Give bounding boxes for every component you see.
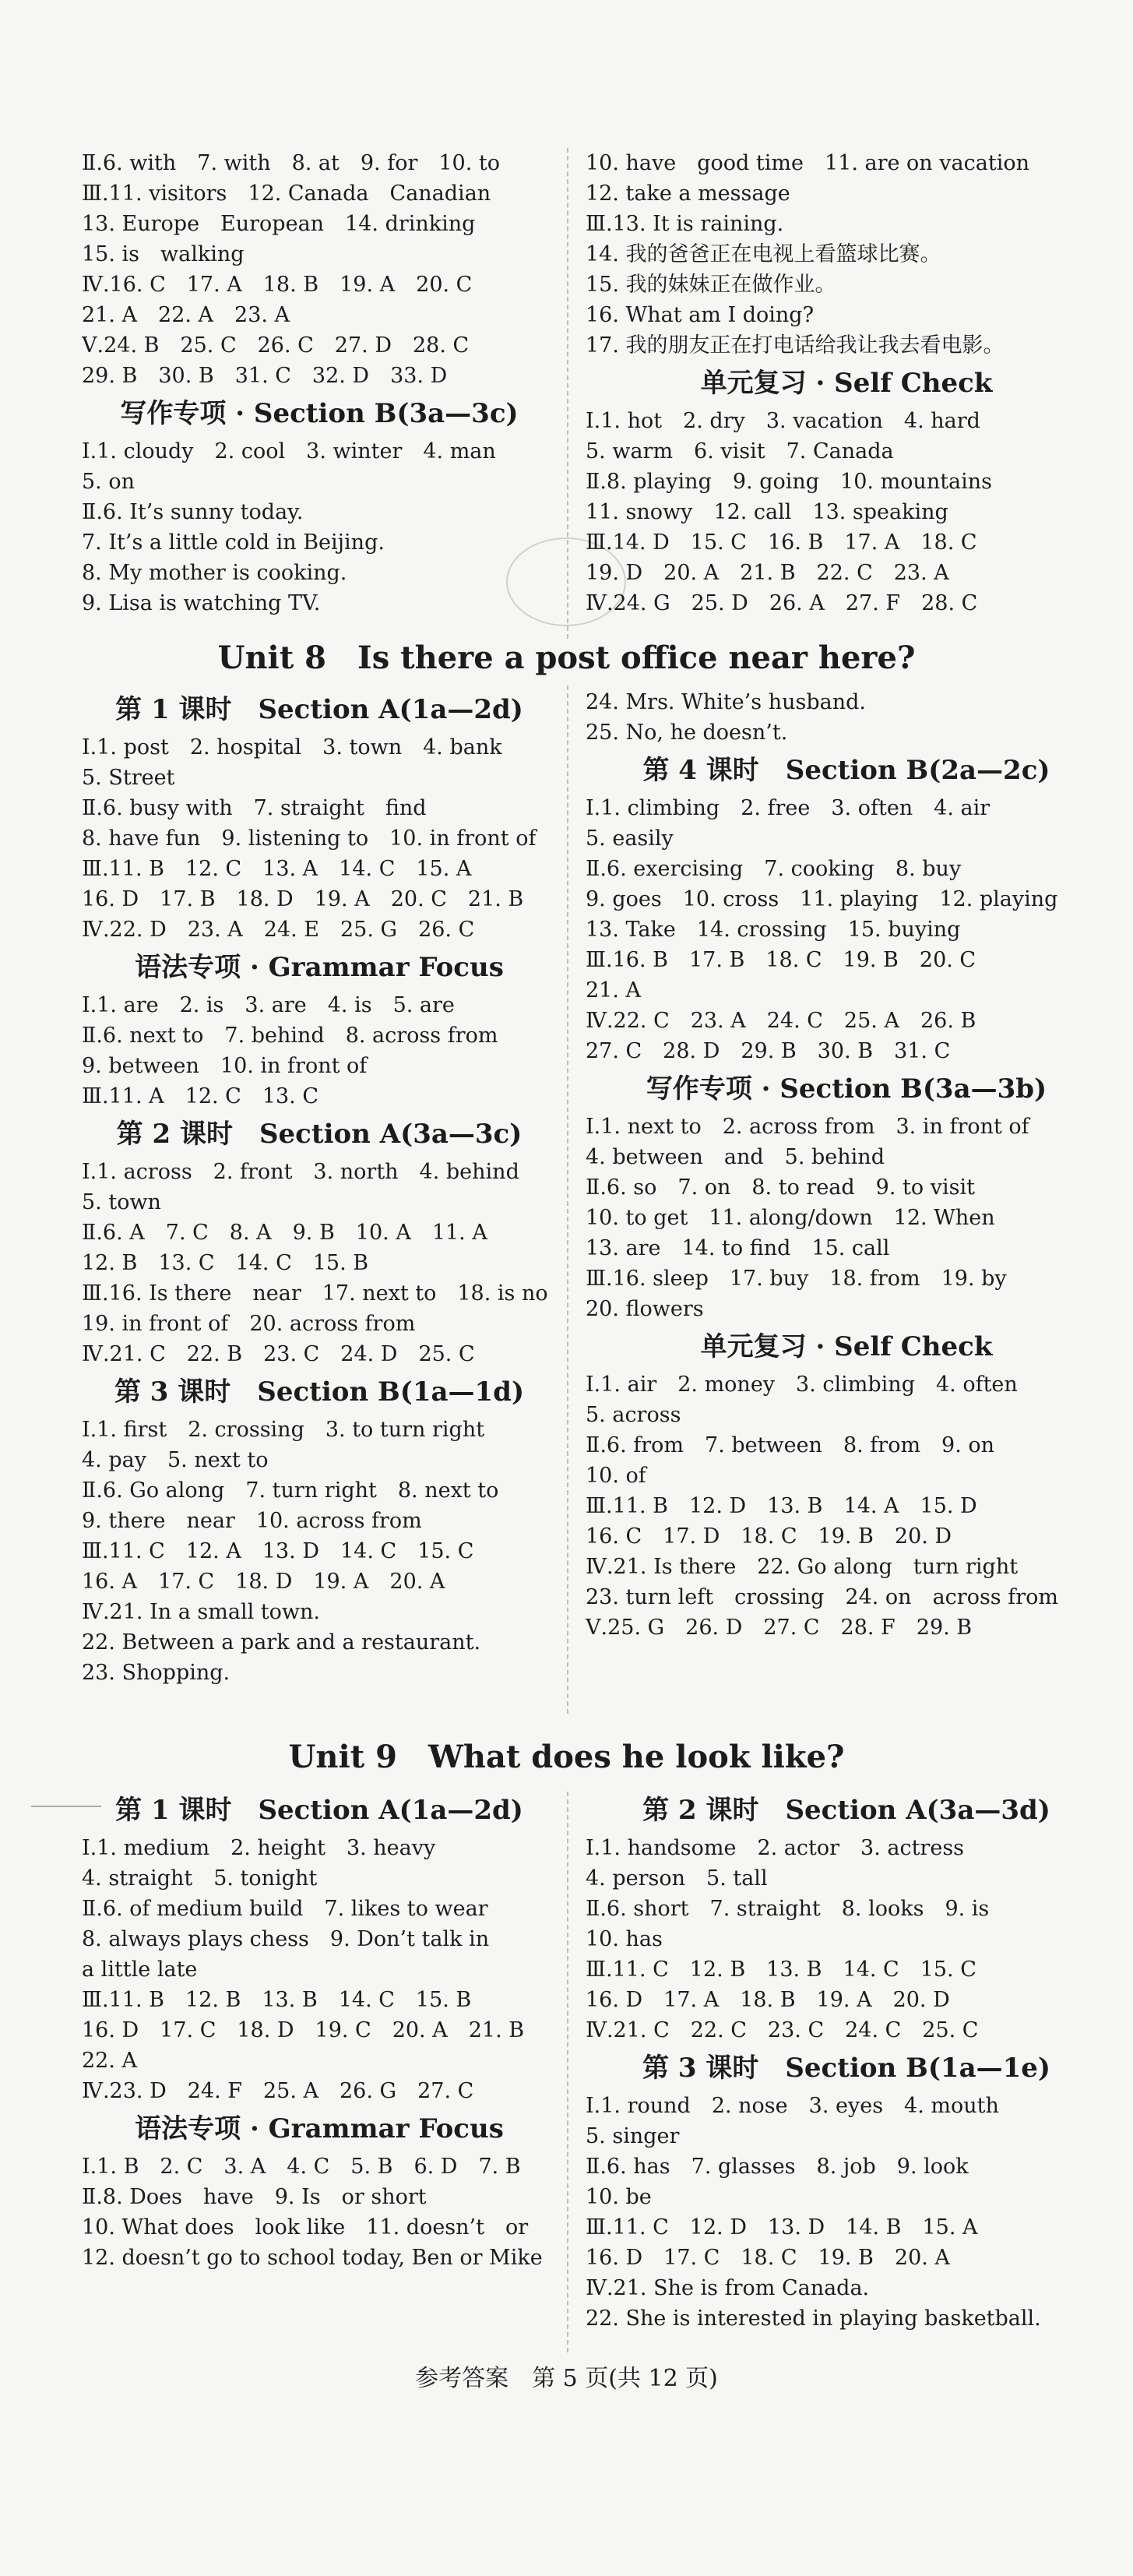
answer-line: Ⅲ.11. B 12. B 13. B 14. C 15. B xyxy=(82,1988,472,2012)
answer-line: Ⅳ.21. C 22. C 23. C 24. C 25. C xyxy=(586,2018,979,2042)
answer-line: Ⅰ.1. handsome 2. actor 3. actress xyxy=(586,1836,965,1860)
answer-line: 10. be xyxy=(586,2185,652,2209)
answer-line: 29. B 30. B 31. C 32. D 33. D xyxy=(82,364,448,388)
unit8-right-column xyxy=(586,687,1107,1643)
answer-line: 16. C 17. D 18. C 19. B 20. D xyxy=(586,1524,952,1549)
answer-line: 9. between 10. in front of xyxy=(82,1054,368,1078)
answer-line: 27. C 28. D 29. B 30. B 31. C xyxy=(586,1039,951,1063)
answer-line: 22. She is interested in playing basketball. xyxy=(586,2306,1041,2331)
answer-line: Ⅲ.11. C 12. D 13. D 14. B 15. A xyxy=(586,2215,978,2239)
answer-line: 21. A xyxy=(586,978,642,1003)
answer-line: 10. has xyxy=(586,1927,663,1951)
answer-line: Ⅱ.8. Does have 9. Is or short xyxy=(82,2185,427,2209)
answer-line: Ⅰ.1. across 2. front 3. north 4. behind xyxy=(82,1160,519,1184)
answer-line: 21. A 22. A 23. A xyxy=(82,303,290,327)
answer-line: Ⅳ.24. G 25. D 26. A 27. F 28. C xyxy=(586,591,978,615)
answer-line: Ⅰ.1. B 2. C 3. A 4. C 5. B 6. D 7. B xyxy=(82,2155,521,2179)
answer-line: 10. have good time 11. are on vacation xyxy=(586,151,1029,175)
answer-line: 15. 我的妹妹正在做作业。 xyxy=(586,273,836,297)
answer-line: 4. between and 5. behind xyxy=(586,1145,885,1169)
section-title: 单元复习 · Self Check xyxy=(700,1331,993,1362)
answer-line: Ⅳ.21. C 22. B 23. C 24. D 25. C xyxy=(82,1342,475,1366)
top-left-column xyxy=(82,148,557,618)
answer-line: Ⅱ.6. has 7. glasses 8. job 9. look xyxy=(586,2155,969,2179)
review-7-title: 单元复习 · Self Check xyxy=(700,368,993,399)
answer-line: 4. pay 5. next to xyxy=(82,1448,269,1472)
answer-line: Ⅴ.25. G 26. D 27. C 28. F 29. B xyxy=(586,1616,973,1640)
answer-line: 23. turn left crossing 24. on across from xyxy=(586,1585,1058,1609)
answer-line: 16. D 17. C 18. D 19. C 20. A 21. B xyxy=(82,2018,525,2042)
answer-line: Ⅲ.11. visitors 12. Canada Canadian xyxy=(82,181,491,206)
answer-line: 5. on xyxy=(82,470,135,494)
answer-line: Ⅲ.16. sleep 17. buy 18. from 19. by xyxy=(586,1267,1007,1291)
section-title: 第 1 课时 Section A(1a—2d) xyxy=(115,1795,523,1826)
answer-line: Ⅳ.16. C 17. A 18. B 19. A 20. C xyxy=(82,273,473,297)
answer-line: Ⅲ.11. B 12. C 13. A 14. C 15. A xyxy=(82,857,472,881)
answer-line: 4. straight 5. tonight xyxy=(82,1866,318,1891)
answer-line: Ⅱ.6. busy with 7. straight find xyxy=(82,796,427,820)
answer-line: 23. Shopping. xyxy=(82,1661,230,1685)
answer-line: Ⅰ.1. next to 2. across from 3. in front of xyxy=(586,1115,1029,1139)
section-title: 第 3 课时 Section B(1a—1d) xyxy=(114,1376,525,1408)
answer-line: 13. Europe European 14. drinking xyxy=(82,212,476,236)
answer-line: Ⅳ.21. She is from Canada. xyxy=(586,2276,870,2300)
answer-line: 16. What am I doing? xyxy=(586,303,815,327)
answer-line: 19. in front of 20. across from xyxy=(82,1312,416,1336)
answer-line: 22. Between a park and a restaurant. xyxy=(82,1630,481,1654)
section-title: 第 2 课时 Section A(3a—3c) xyxy=(116,1119,523,1150)
answer-line: Ⅳ.21. In a small town. xyxy=(82,1600,320,1624)
page-footer: 参考答案 第 5 页(共 12 页) xyxy=(415,2365,718,2392)
section-title: 第 1 课时 Section A(1a—2d) xyxy=(115,694,523,725)
answer-line: 9. goes 10. cross 11. playing 12. playing xyxy=(586,887,1058,911)
answer-line: Ⅲ.13. It is raining. xyxy=(586,212,784,236)
section-title: 第 3 课时 Section B(1a—1e) xyxy=(642,2053,1050,2084)
answer-line: Ⅲ.16. B 17. B 18. C 19. B 20. C xyxy=(586,948,976,972)
answer-line: Ⅲ.11. A 12. C 13. C xyxy=(82,1084,319,1108)
answer-line: 24. Mrs. White’s husband. xyxy=(586,690,866,714)
answer-line: 5. singer xyxy=(586,2124,680,2148)
answer-line: 13. Take 14. crossing 15. buying xyxy=(586,918,961,942)
answer-line: 25. No, he doesn’t. xyxy=(586,721,788,745)
answer-line: Ⅱ.6. with 7. with 8. at 9. for 10. to xyxy=(82,151,501,175)
answer-line: 7. It’s a little cold in Beijing. xyxy=(82,530,385,555)
answer-line: Ⅰ.1. first 2. crossing 3. to turn right xyxy=(82,1418,485,1442)
section-title: 第 2 课时 Section A(3a—3d) xyxy=(642,1795,1050,1826)
answer-line: 11. snowy 12. call 13. speaking xyxy=(586,500,948,524)
answer-line: Ⅰ.1. medium 2. height 3. heavy xyxy=(82,1836,436,1860)
answer-line: Ⅰ.1. climbing 2. free 3. often 4. air xyxy=(586,796,990,820)
answer-line: 5. Street xyxy=(82,766,175,790)
answer-line: 5. easily xyxy=(586,826,674,851)
answer-line: Ⅰ.1. post 2. hospital 3. town 4. bank xyxy=(82,735,502,759)
answer-line: 12. B 13. C 14. C 15. B xyxy=(82,1251,369,1275)
answer-line: 19. D 20. A 21. B 22. C 23. A xyxy=(586,561,949,585)
answer-line: Ⅰ.1. air 2. money 3. climbing 4. often xyxy=(586,1373,1018,1397)
answer-line: Ⅱ.6. Go along 7. turn right 8. next to xyxy=(82,1478,499,1503)
answer-line: 12. take a message xyxy=(586,181,790,206)
answer-line: 8. always plays chess 9. Don’t talk in xyxy=(82,1927,490,1951)
answer-line: 16. D 17. A 18. B 19. A 20. D xyxy=(586,1988,950,2012)
answer-line: Ⅳ.23. D 24. F 25. A 26. G 27. C xyxy=(82,2079,474,2103)
answer-line: Ⅴ.24. B 25. C 26. C 27. D 28. C xyxy=(82,333,470,358)
answer-line: 17. 我的朋友正在打电话给我让我去看电影。 xyxy=(586,333,1005,358)
answer-line: Ⅲ.11. C 12. B 13. B 14. C 15. C xyxy=(586,1958,976,1982)
answer-line: 16. A 17. C 18. D 19. A 20. A xyxy=(82,1570,445,1594)
answer-line: 8. have fun 9. listening to 10. in front of xyxy=(82,826,537,851)
answer-line: 5. town xyxy=(82,1190,161,1214)
answer-line: 9. there near 10. across from xyxy=(82,1509,422,1533)
section-title: 语法专项 · Grammar Focus xyxy=(135,2113,504,2144)
answer-line: Ⅱ.6. of medium build 7. likes to wear xyxy=(82,1897,488,1921)
answer-line: Ⅲ.11. C 12. A 13. D 14. C 15. C xyxy=(82,1539,474,1563)
answer-line: 20. flowers xyxy=(586,1297,704,1321)
answer-line: 10. to get 11. along/down 12. When xyxy=(586,1206,995,1230)
answer-line: Ⅲ.14. D 15. C 16. B 17. A 18. C xyxy=(586,530,977,555)
answer-line: 10. of xyxy=(586,1464,646,1488)
unit9-right-column xyxy=(586,1788,1107,2334)
answer-line: 9. Lisa is watching TV. xyxy=(82,591,321,615)
answer-line: 13. are 14. to find 15. call xyxy=(586,1236,890,1260)
unit8-left-column xyxy=(82,687,557,1688)
answer-line: Ⅰ.1. round 2. nose 3. eyes 4. mouth xyxy=(586,2094,999,2118)
answer-line: 15. is walking xyxy=(82,242,245,266)
unit8-title: Unit 8 Is there a post office near here? xyxy=(217,640,916,676)
answer-line: Ⅱ.6. from 7. between 8. from 9. on xyxy=(586,1433,995,1457)
answer-line: Ⅱ.8. playing 9. going 10. mountains xyxy=(586,470,993,494)
column-divider-unit8 xyxy=(567,685,568,1714)
answer-line: 12. doesn’t go to school today, Ben or Mike xyxy=(82,2246,543,2270)
answer-line: Ⅱ.6. A 7. C 8. A 9. B 10. A 11. A xyxy=(82,1221,487,1245)
answer-line: 5. warm 6. visit 7. Canada xyxy=(586,439,894,463)
unit9-left-column xyxy=(82,1788,557,2273)
answer-line: Ⅰ.1. cloudy 2. cool 3. winter 4. man xyxy=(82,439,496,463)
answer-line: 16. D 17. B 18. D 19. A 20. C 21. B xyxy=(82,887,524,911)
answer-line: 5. across xyxy=(586,1403,681,1427)
answer-line: 10. What does look like 11. doesn’t or xyxy=(82,2215,529,2239)
answer-line: Ⅱ.6. next to 7. behind 8. across from xyxy=(82,1024,498,1048)
answer-line: Ⅳ.21. Is there 22. Go along turn right xyxy=(586,1555,1019,1579)
unit9-title: Unit 9 What does he look like? xyxy=(288,1739,845,1775)
answer-line: Ⅰ.1. are 2. is 3. are 4. is 5. are xyxy=(82,993,455,1017)
answer-line: a little late xyxy=(82,1958,198,1982)
top-right-column xyxy=(586,148,1107,618)
answer-line: Ⅱ.6. short 7. straight 8. looks 9. is xyxy=(586,1897,990,1921)
answer-line: Ⅰ.1. hot 2. dry 3. vacation 4. hard xyxy=(586,409,980,433)
answer-line: Ⅱ.6. It’s sunny today. xyxy=(82,500,304,524)
answer-line: Ⅳ.22. D 23. A 24. E 25. G 26. C xyxy=(82,918,475,942)
answer-line: 4. person 5. tall xyxy=(586,1866,768,1891)
answer-line: Ⅲ.11. B 12. D 13. B 14. A 15. D xyxy=(586,1494,977,1518)
answer-line: Ⅱ.6. so 7. on 8. to read 9. to visit xyxy=(586,1175,975,1200)
answer-line: Ⅳ.22. C 23. A 24. C 25. A 26. B xyxy=(586,1009,976,1033)
answer-line: 16. D 17. C 18. C 19. B 20. A xyxy=(586,2246,950,2270)
answer-line: 22. A xyxy=(82,2049,138,2073)
answer-line: Ⅱ.6. exercising 7. cooking 8. buy xyxy=(586,857,962,881)
column-divider-unit9 xyxy=(567,1792,568,2352)
section-title: 写作专项 · Section B(3a—3b) xyxy=(646,1073,1047,1105)
section-title: 语法专项 · Grammar Focus xyxy=(135,952,504,983)
writing-7-title: 写作专项 · Section B(3a—3c) xyxy=(120,398,519,429)
answer-line: 8. My mother is cooking. xyxy=(82,561,347,585)
section-title: 第 4 课时 Section B(2a—2c) xyxy=(642,755,1050,786)
answer-line: 14. 我的爸爸正在电视上看篮球比赛。 xyxy=(586,242,941,266)
answer-line: Ⅲ.16. Is there near 17. next to 18. is no xyxy=(82,1281,548,1306)
